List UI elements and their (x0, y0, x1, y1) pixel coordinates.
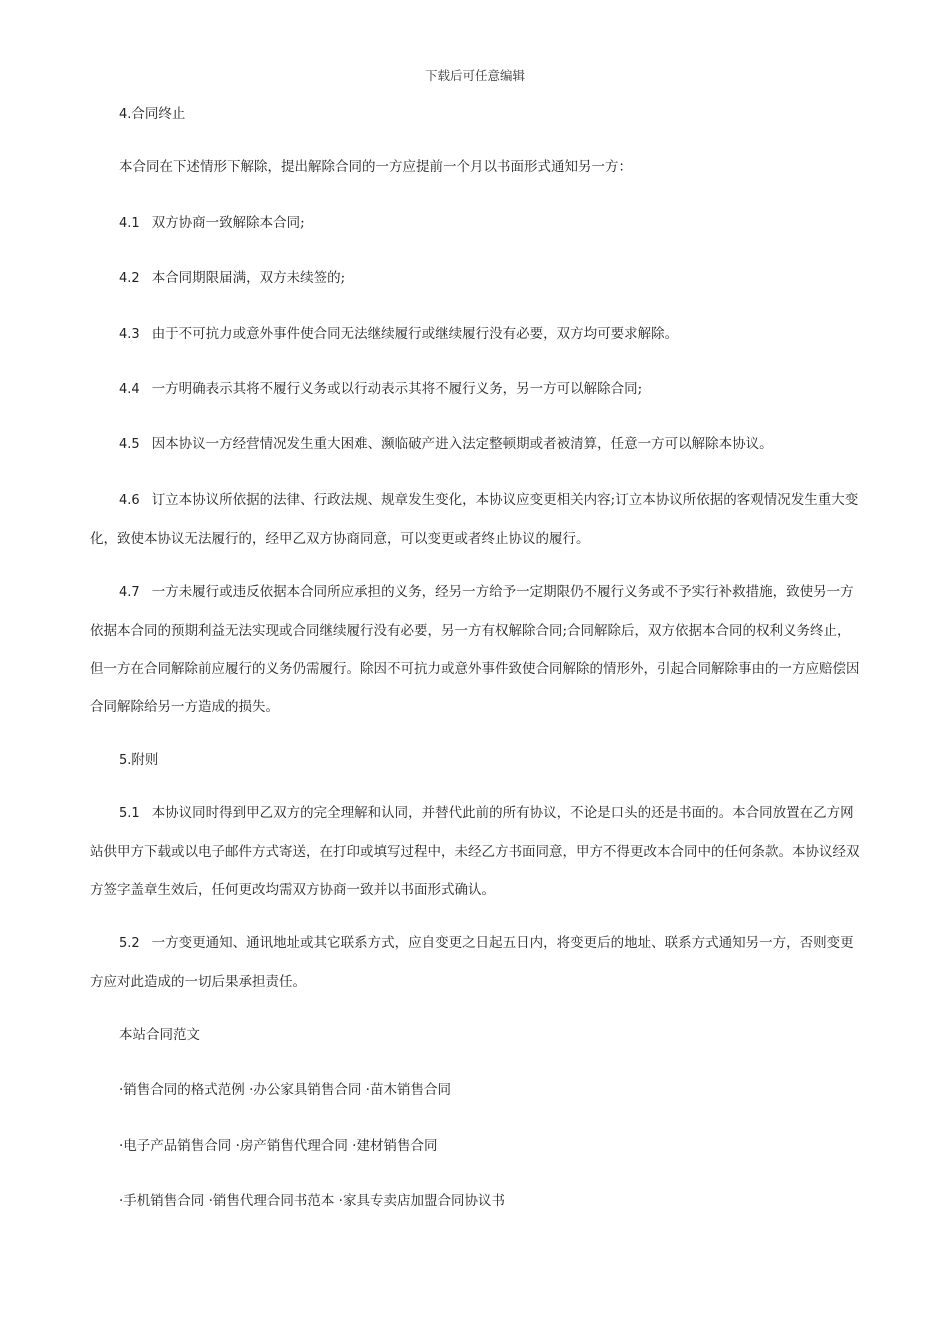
clause-number: 4.1 (119, 216, 140, 231)
clause-4-7 (90, 573, 862, 726)
clause-text: 双方协商一致解除本合同; (151, 215, 305, 231)
clause-number: 4.5 (119, 437, 140, 452)
clause-4-5 (90, 425, 862, 464)
related-contracts-title: 本站合同范文 (119, 1027, 200, 1043)
clause-text: 订立本协议所依据的法律、行政法规、规章发生变化，本协议应变更相关内容;订立本协议所依据的客观情况发生重大变化，致使本协议无法履行的，经甲乙双方协商同意，可以变更或者终止协议的履行。 (90, 492, 859, 547)
clause-4-1 (90, 204, 862, 243)
related-contracts-line-2: ·电子产品销售合同 ·房产销售代理合同 ·建材销售合同 (119, 1138, 438, 1154)
clause-4-4 (90, 370, 862, 409)
related-contracts-line-3: ·手机销售合同 ·销售代理合同书范本 ·家具专卖店加盟合同协议书 (119, 1193, 505, 1209)
page-header: 下载后可任意编辑 (424, 68, 525, 83)
clause-number: 5.1 (119, 806, 140, 821)
section-4-heading (119, 102, 185, 122)
section-5-number: 5. (119, 753, 132, 768)
clause-4-3 (90, 315, 862, 354)
section-4-intro: 本合同在下述情形下解除，提出解除合同的一方应提前一个月以书面形式通知另一方： (119, 159, 632, 175)
clause-text: 因本协议一方经营情况发生重大困难、濒临破产进入法定整顿期或者被清算，任意一方可以解除本协议。 (151, 436, 773, 452)
section-5-title: 附则 (131, 752, 159, 768)
related-contracts-line-1: ·销售合同的格式范例 ·办公家具销售合同 ·苗木销售合同 (119, 1082, 451, 1098)
section-4-title: 合同终止 (131, 106, 186, 122)
clause-number: 4.7 (119, 585, 140, 600)
clause-text: 本协议同时得到甲乙双方的完全理解和认同，并替代此前的所有协议，不论是口头的还是书面的。本合同放置在乙方网站供甲方下载或以电子邮件方式寄送，在打印或填写过程中，未经乙方书面同意，甲方不得更改本合同中的任何条款。本协议经双方签字盖章生效后，任何更改均需双方协商一致并以书面形式确认。 (90, 805, 860, 898)
clause-text: 一方变更通知、通讯地址或其它联系方式，应自变更之日起五日内，将变更后的地址、联系方式通知另一方，否则变更方应对此造成的一切后果承担责任。 (90, 935, 854, 990)
clause-5-2 (90, 924, 862, 1001)
clause-4-2 (90, 259, 862, 298)
clause-number: 4.4 (119, 382, 140, 397)
clause-text: 由于不可抗力或意外事件使合同无法继续履行或继续履行没有必要，双方均可要求解除。 (151, 326, 679, 342)
clause-number: 5.2 (119, 936, 140, 951)
clause-number: 4.3 (119, 327, 140, 342)
section-5-heading (119, 748, 158, 768)
clause-number: 4.2 (119, 271, 140, 286)
clause-number: 4.6 (119, 493, 140, 508)
clause-text: 本合同期限届满，双方未续签的; (151, 270, 346, 286)
clause-4-6 (90, 481, 862, 558)
clause-5-1 (90, 794, 862, 909)
clause-text: 一方明确表示其将不履行义务或以行动表示其将不履行义务，另一方可以解除合同; (151, 381, 643, 397)
clause-text: 一方未履行或违反依据本合同所应承担的义务，经另一方给予一定期限仍不履行义务或不予实行补救措施，致使另一方依据本合同的预期利益无法实现或合同继续履行没有必要，另一方有权解除合同;合同解除后，双方依据本合同的权利义务终止，但一方在合同解除前应履行的义务仍需履行。除因不可抗力或意外事件致使合同解除的情形外，引起合同解除事由的一方应赔偿因合同解除给另一方造成的损失。 (90, 584, 860, 715)
section-4-number: 4. (119, 107, 132, 122)
